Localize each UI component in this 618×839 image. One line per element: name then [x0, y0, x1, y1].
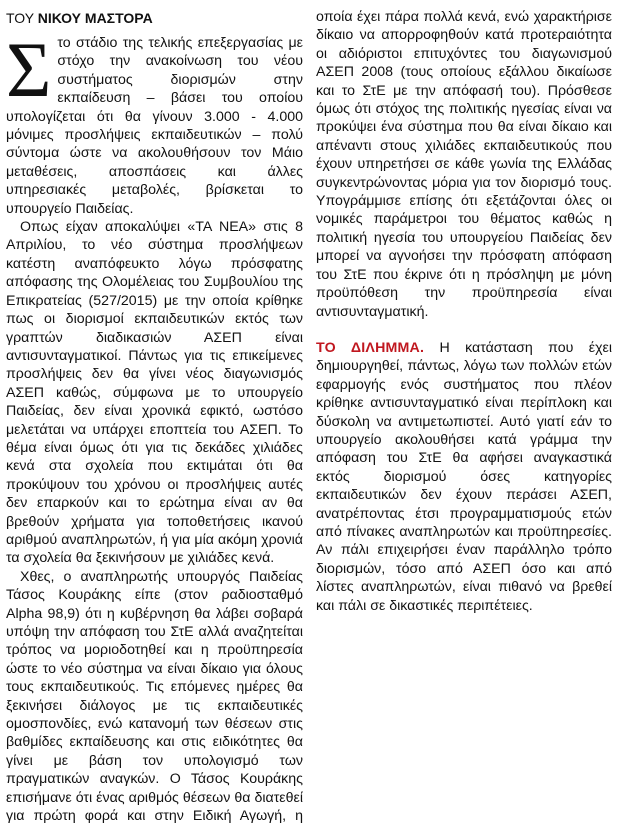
byline — [6, 8, 303, 28]
paragraph-4-text: Η κατάσταση που έχει δημιουργηθεί, πάντως, λόγω των πολλών ετών εφαρμογής ενός συστήματος που πλέον κρίθηκε αντισυνταγματικό είναι περίπλοκη και δύσκολη να αντιμετωπιστεί. Αυτό γιατί εάν το υπουργείο ακολουθήσει κατά γράμμα την απόφαση του ΣτΕ θα αφήσει αναγκαστικά εκτός διορισμού όσες κατηγορίες εκπαιδευτικών δεν έχουν περάσει ΑΣΕΠ, ανατρέποντας έτσι προγραμματισμούς ετών από πίνακες αναπληρωτών και προϋπηρεσίες. Αν πάλι επιχειρήσει έναν παράλληλο τρόπο διορισμών, τόσο από ΑΣΕΠ όσο και από λίστες αναπληρωτών, είναι πιθανό να βρεθεί και πάλι σε δικαστικές περιπέτειες. — [316, 339, 612, 614]
left-column — [6, 8, 303, 825]
byline-author: ΝΙΚΟΥ ΜΑΣΤΟΡΑ — [37, 10, 153, 26]
subhead: ΤΟ ΔΙΛΗΜΜΑ. — [316, 339, 425, 356]
paragraph-3: Χθες, ο αναπληρωτής υπουργός Παιδείας Τάσος Κουράκης είπε (στον ραδιοσταθμό Alpha 98,9) ότι η κυβέρνηση θα λάβει σοβαρά υπόψη την απόφαση του ΣτΕ αλλά αναζητείται τρόπος να μοριοδοτηθεί και η προϋπηρεσία ώστε το νέο σύστημα να είναι δίκαιο για όλους τους εκπαιδευτικούς. Τις επόμενες ημέρες θα ξεκινήσει διάλογος με τις εκπαιδευτικές ομοσπονδίες, ενώ κατανομή των θέσεων στις βαθμίδες εκπαίδευσης και στις ειδικότητες θα γίνει με βάση τον υπολογισμό των πραγματικών αναγκών. Ο Τάσος Κουράκης επισήμανε ότι ένας αριθμός θέσεων θα διατεθεί για πρώτη φορά και στην Ειδική Αγωγή, η — [6, 568, 303, 825]
paragraph-4 — [316, 339, 612, 615]
right-column — [316, 8, 612, 615]
paragraph-2: Οπως είχαν αποκαλύψει «ΤΑ ΝΕΑ» στις 8 Απριλίου, το νέο σύστημα προσλήψεων κατέστη αναπόφευκτο λόγω πρόσφατης απόφασης της Ολομέλειας του Συμβουλίου της Επικρατείας (527/2015) με την οποία κρίθηκε πως οι διορισμοί εκπαιδευτικών εκτός των γραπτών διαδικασιών ΑΣΕΠ είναι αντισυνταγματικοί. Πάντως για τις επικείμενες προσλήψεις δεν θα γίνει νέος διαγωνισμός ΑΣΕΠ καθώς, σύμφωνα με το υπουργείο Παιδείας, δεν είναι χρονικά εφικτό, ωστόσο μελετάται να υπάρχει εποπτεία του ΑΣΕΠ. Το θέμα είναι όμως ότι για τις δεκάδες χιλιάδες κενά στα σχολεία που εκτιμάται ότι θα προκύψουν του χρόνου οι προσλήψεις αυτές δεν επαρκούν και το ερώτημα είναι αν θα βρεθούν χρήματα για τοποθετήσεις ικανού αριθμού αναπληρωτών, ή για μία ακόμη χρονιά τα σχολεία θα ξεκινήσουν με χιλιάδες κενά. — [6, 219, 303, 567]
paragraph-3-continued: οποία έχει πάρα πολλά κενά, ενώ χαρακτήρισε δίκαιο να απορροφηθούν κατά προτεραιότητα οι αδιόριστοι επιτυχόντες του διαγωνισμού ΑΣΕΠ 2008 (τους οποίους εξάλλου δικαίωσε και το ΣτΕ με την απόφασή του). Πρόσθεσε όμως ότι στόχος της πολιτικής ηγεσίας είναι να προκύψει ένα σύστημα που θα είναι δίκαιο και απέναντι στους χιλιάδες εκπαιδευτικούς που έχουν υπηρετήσει σε κάθε γωνία της Ελλάδας συγκεντρώνοντας μόρια για τον διορισμό τους. Υπογράμμισε επίσης ότι εξετάζονται όλες οι νομικές παράμετροι του θέματος καθώς η πολιτική ηγεσία του υπουργείου Παιδείας δεν μπορεί να αγνοήσει την πρόσφατη απόφαση του ΣτΕ που έκρινε ότι η πρόσληψη με μόνη προϋπόθεση την προϋπηρεσία είναι αντισυνταγματική. — [316, 9, 612, 320]
drop-cap: Σ — [6, 26, 52, 113]
byline-prefix: ΤΟΥ — [6, 10, 34, 26]
lead-paragraph — [6, 26, 303, 218]
lead-paragraph-text: το στάδιο της τελικής επεξεργασίας με στόχο την ανακοίνωση του νέου συστήματος διορισμών στην εκπαίδευση – βάσει του οποίου υπολογίζεται ότι θα γίνουν 3.000 - 4.000 μόνιμες προσλήψεις εκπαιδευτικών – πολύ σύντομα ώστε να ακολουθήσουν τον Μάιο μεταθέσεις, αποσπάσεις και άλλες υπηρεσιακές μεταβολές, βρίσκεται το υπουργείο Παιδείας. — [6, 35, 303, 217]
section-gap — [316, 321, 612, 339]
